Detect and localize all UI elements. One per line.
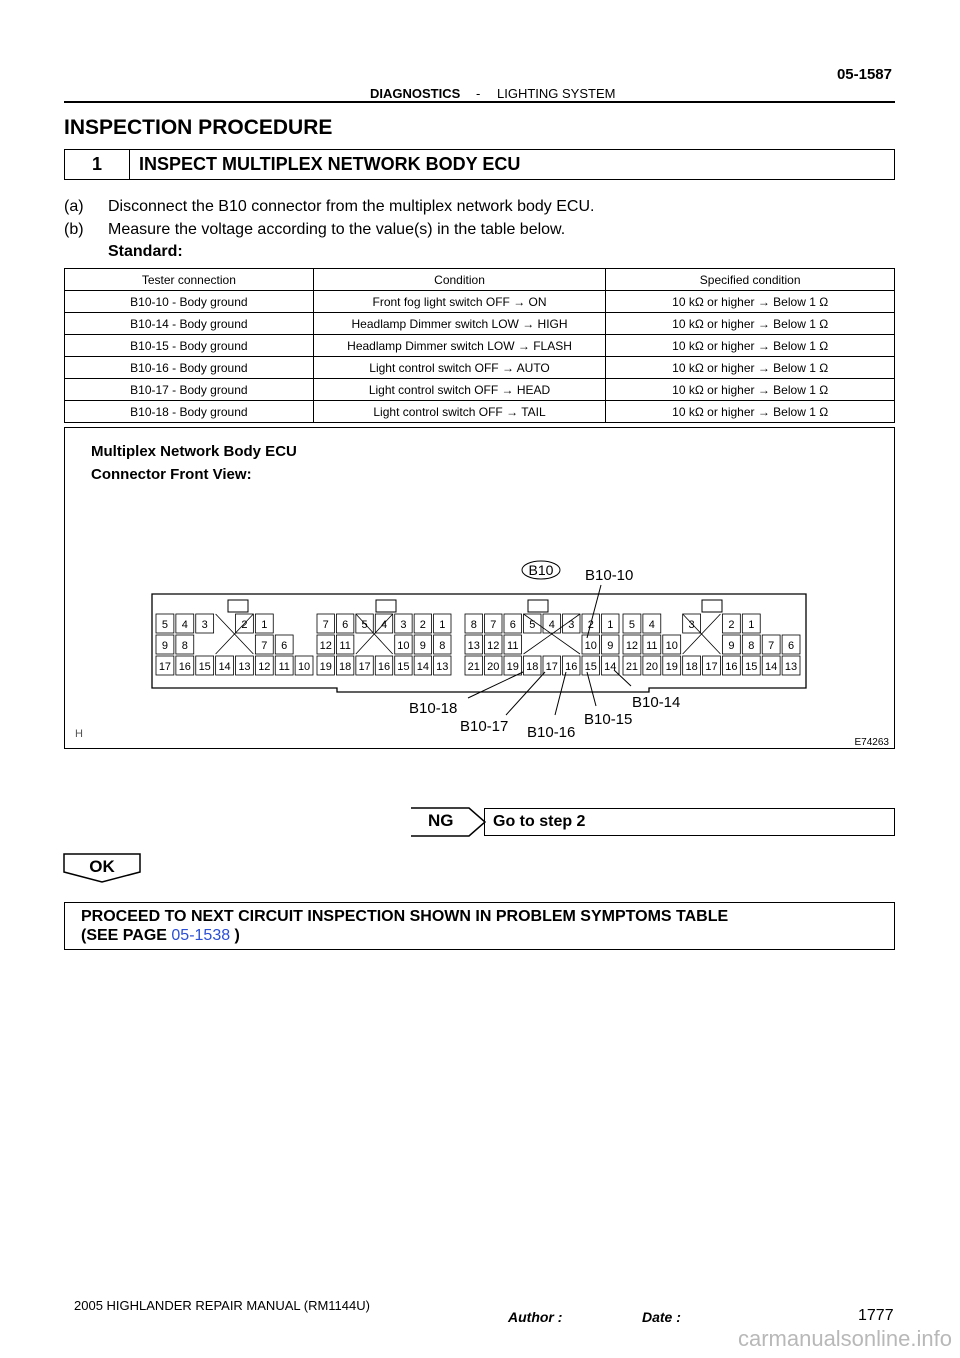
pin-number: 4: [648, 619, 655, 631]
pin-number: 4: [181, 619, 188, 631]
ng-arrow: [409, 806, 487, 838]
pin-number: 9: [419, 640, 426, 652]
table-cell: B10-16 - Body ground: [65, 357, 314, 379]
table-cell: Front fog light switch OFF → ON: [313, 291, 606, 313]
pin-number: 5: [628, 619, 636, 631]
proceed-close-paren: ): [230, 927, 240, 944]
footer-page-number: 1777: [858, 1307, 894, 1324]
pin-number: 17: [358, 661, 371, 673]
pin-number: 6: [342, 619, 349, 631]
table-cell: 10 kΩ or higher → Below 1 Ω: [606, 335, 895, 357]
pin-number: 14: [604, 661, 617, 673]
pin-number: 16: [565, 661, 578, 673]
pin-number: 11: [278, 661, 290, 673]
pin-number: 3: [688, 619, 695, 631]
pin-number: 13: [467, 640, 480, 652]
pin-number: 3: [201, 619, 208, 631]
pin-number: 14: [218, 661, 231, 673]
step-title: INSPECT MULTIPLEX NETWORK BODY ECU: [139, 154, 521, 174]
table-cell: Headlamp Dimmer switch LOW → FLASH: [313, 335, 606, 357]
pin-number: 10: [297, 661, 311, 673]
connector-pins: [156, 614, 800, 675]
pin-number: 12: [258, 661, 271, 673]
table-row: [65, 335, 895, 357]
pin-number: 1: [261, 619, 268, 631]
proceed-line1: PROCEED TO NEXT CIRCUIT INSPECTION SHOWN IN PROBLEM SYMPTOMS TABLE: [81, 908, 729, 925]
pin-number: 7: [768, 640, 775, 652]
pin-label-b10-15: B10-15: [584, 711, 633, 728]
pin-number: 13: [238, 661, 251, 673]
proceed-page-link[interactable]: 05-1538: [171, 927, 231, 944]
table-cell: Headlamp Dimmer switch LOW → HIGH: [313, 313, 606, 335]
pin-number: 2: [419, 619, 426, 631]
spec-table: [64, 268, 895, 423]
table-cell: B10-14 - Body ground: [65, 313, 314, 335]
table-header-cell: Specified condition: [606, 269, 895, 291]
pin-number: 11: [507, 640, 519, 652]
table-cell: 10 kΩ or higher → Below 1 Ω: [606, 357, 895, 379]
instruction-text: Disconnect the B10 connector from the multiplex network body ECU.: [108, 198, 595, 215]
proceed-see-page: (SEE PAGE: [81, 927, 172, 944]
pin-number: 14: [765, 661, 778, 673]
table-cell: 10 kΩ or higher → Below 1 Ω: [606, 291, 895, 313]
header-page-code: 05-1587: [836, 66, 892, 83]
footer-date-label: Date :: [642, 1309, 681, 1325]
page-title: INSPECTION PROCEDURE: [64, 116, 333, 139]
watermark: carmanualsonline.info: [737, 1326, 952, 1351]
table-cell: B10-17 - Body ground: [65, 379, 314, 401]
pin-number: 12: [319, 640, 332, 652]
pin-number: 3: [400, 619, 407, 631]
pin-label-b10-16: B10-16: [527, 724, 576, 741]
pin-number: 20: [645, 661, 658, 673]
footer-author-label: Author :: [508, 1309, 563, 1325]
connector-diagram: [65, 428, 894, 748]
leader-line-b10-17: [506, 672, 545, 715]
pin-number: 3: [568, 619, 575, 631]
pin-number: 6: [787, 640, 795, 652]
leader-line-b10-10: [587, 585, 601, 638]
pin-number: 5: [161, 619, 168, 631]
pin-number: 17: [705, 661, 718, 673]
pin-number: 13: [784, 661, 798, 673]
header-rule: [64, 101, 895, 103]
connector-latch: [228, 600, 248, 612]
table-cell: B10-10 - Body ground: [65, 291, 314, 313]
pin-number: 7: [490, 619, 497, 631]
pin-number: 12: [625, 640, 639, 652]
table-cell: 10 kΩ or higher → Below 1 Ω: [606, 313, 895, 335]
pin-number: 21: [625, 661, 639, 673]
connector-label: B10: [528, 562, 554, 578]
pin-number: 19: [506, 661, 519, 673]
pin-number: 5: [529, 619, 536, 631]
table-header-cell: Condition: [313, 269, 606, 291]
ng-label: NG: [428, 811, 454, 830]
table-cell: Light control switch OFF → AUTO: [313, 357, 606, 379]
pin-number: 4: [380, 619, 388, 631]
pin-label-b10-10: B10-10: [585, 567, 634, 584]
pin-number: 9: [728, 640, 735, 652]
pin-number: 1: [748, 619, 755, 631]
instruction-tag: (a): [64, 198, 84, 215]
pin-label-b10-18: B10-18: [409, 700, 458, 717]
connector-latch: [702, 600, 722, 612]
pin-number: 7: [261, 640, 268, 652]
pin-number: 2: [587, 619, 594, 631]
pin-number: 8: [748, 640, 755, 652]
pin-number: 14: [416, 661, 429, 673]
table-row: [65, 357, 895, 379]
pin-number: 16: [377, 661, 391, 673]
pin-number: 13: [436, 661, 449, 673]
pin-number: 1: [607, 619, 614, 631]
pin-number: 16: [725, 661, 738, 673]
pin-label-b10-17: B10-17: [460, 718, 509, 735]
connector-figure: [64, 427, 895, 749]
instruction-a: [0, 198, 960, 218]
header-subcategory: LIGHTING SYSTEM: [497, 86, 616, 101]
pin-number: 19: [665, 661, 678, 673]
instruction-b: [0, 221, 960, 241]
pin-number: 15: [584, 661, 597, 673]
standard-label: Standard:: [108, 243, 183, 260]
connector-latch: [528, 600, 548, 612]
table-cell: B10-15 - Body ground: [65, 335, 314, 357]
pin-number: 15: [198, 661, 211, 673]
connector-latch: [376, 600, 396, 612]
pin-number: 18: [685, 661, 698, 673]
pin-number: 10: [397, 640, 410, 652]
table-row: [65, 379, 895, 401]
header-separator: -: [476, 86, 481, 101]
pin-number: 7: [322, 619, 329, 631]
pin-number: 8: [439, 640, 446, 652]
header-category: DIAGNOSTICS: [370, 86, 461, 101]
proceed-line2: [81, 927, 240, 945]
pin-number: 4: [548, 619, 555, 631]
pin-number: 10: [584, 640, 597, 652]
table-header-cell: Tester connection: [65, 269, 314, 291]
ng-go-to-step: Go to step 2: [493, 813, 586, 830]
instruction-tag: (b): [64, 221, 84, 238]
ok-tab: [62, 852, 144, 884]
pin-number: 10: [665, 640, 678, 652]
ok-label: OK: [89, 857, 115, 876]
pin-number: 9: [161, 640, 168, 652]
table-cell: Light control switch OFF → TAIL: [313, 401, 606, 423]
figure-caption-line1: Multiplex Network Body ECU: [91, 443, 297, 460]
table-row: [65, 291, 895, 313]
pin-number: 21: [467, 661, 480, 673]
table-header-row: [65, 269, 895, 291]
pin-number: 18: [339, 661, 352, 673]
instruction-text: Measure the voltage according to the value(s) in the table below.: [108, 221, 566, 238]
table-cell: Light control switch OFF → HEAD: [313, 379, 606, 401]
table-row: [65, 313, 895, 335]
footer-manual: 2005 HIGHLANDER REPAIR MANUAL (RM1144U): [74, 1298, 370, 1313]
proceed-box: [64, 902, 895, 950]
pin-number: 15: [397, 661, 410, 673]
pin-number: 2: [241, 619, 248, 631]
pin-number: 8: [470, 619, 477, 631]
pin-number: 11: [646, 640, 658, 652]
step-number: 1: [65, 150, 130, 179]
leader-line-b10-16: [555, 672, 566, 715]
pin-number: 11: [339, 640, 351, 652]
pin-number: 1: [439, 619, 446, 631]
pin-number: 20: [487, 661, 500, 673]
pin-number: 6: [509, 619, 516, 631]
table-cell: B10-18 - Body ground: [65, 401, 314, 423]
table-cell: 10 kΩ or higher → Below 1 Ω: [606, 401, 895, 423]
pin-number: 19: [319, 661, 332, 673]
pin-label-b10-14: B10-14: [632, 694, 681, 711]
pin-number: 18: [526, 661, 539, 673]
pin-number: 2: [728, 619, 735, 631]
ng-box: [484, 808, 895, 836]
table-row: [65, 401, 895, 423]
leader-line-b10-18: [468, 672, 523, 698]
table-cell: 10 kΩ or higher → Below 1 Ω: [606, 379, 895, 401]
figure-id: E74263: [854, 737, 889, 748]
figure-caption-line2: Connector Front View:: [91, 466, 252, 483]
pin-number: 12: [487, 640, 500, 652]
step-box: [64, 149, 895, 180]
figure-corner-mark: H: [75, 728, 83, 740]
pin-number: 17: [158, 661, 172, 673]
pin-number: 8: [181, 640, 188, 652]
pin-number: 15: [745, 661, 758, 673]
leader-line-b10-15: [587, 672, 596, 706]
pin-number: 9: [607, 640, 614, 652]
pin-number: 6: [281, 640, 288, 652]
pin-number: 17: [545, 661, 558, 673]
pin-number: 16: [178, 661, 191, 673]
pin-number: 5: [361, 619, 368, 631]
